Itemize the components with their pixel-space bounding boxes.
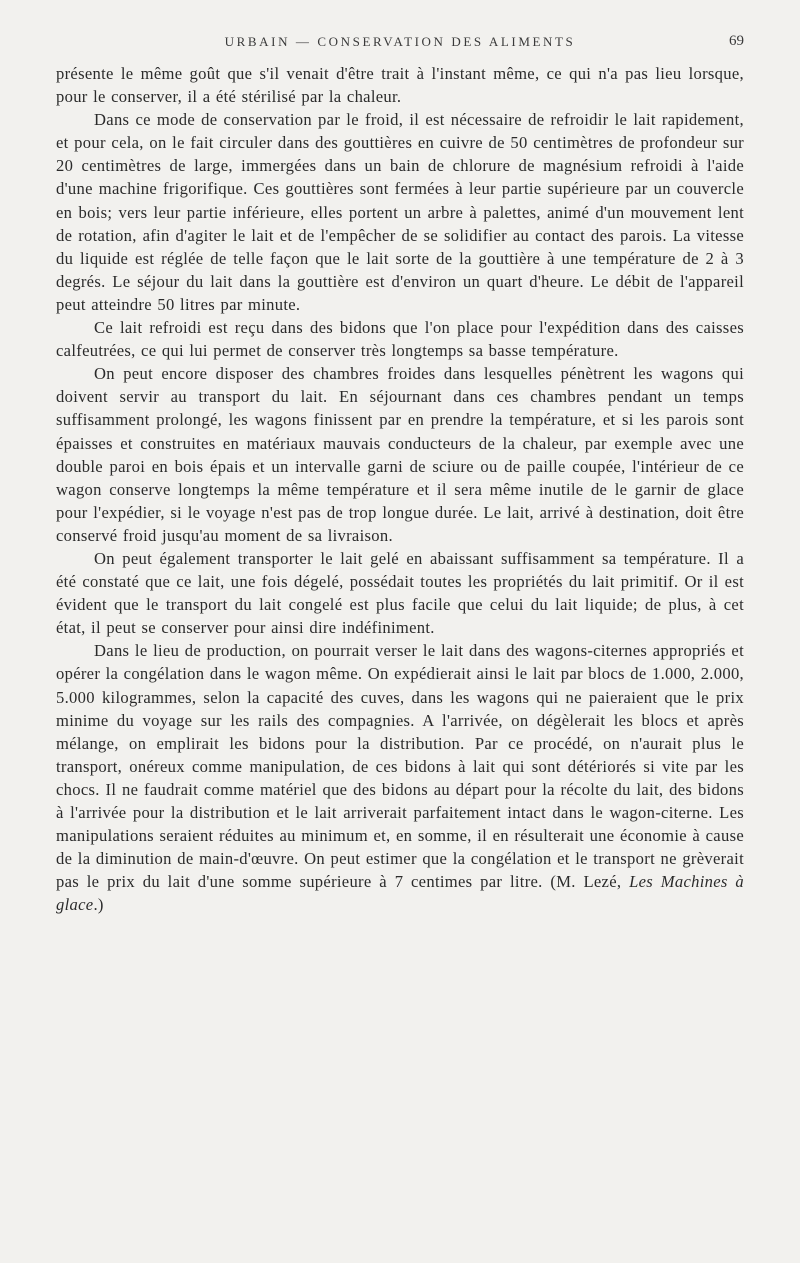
citation-title: Les Machines à glace xyxy=(56,872,745,915)
page-header xyxy=(56,32,744,54)
citation-author: (M. Lezé, xyxy=(550,872,630,892)
paragraph-cooled-milk: Ce lait refroidi est reçu dans des bidons que l'on place pour l'expédition dans des caisses calfeutrées, ce qui lui permet de conserver très longtemps sa basse température. xyxy=(56,318,744,361)
paragraph-continuation: présente le même goût que s'il venait d'être trait à l'instant même, ce qui n'a pas lieu lorsque, pour le conserver, il a été stérilisé par la chaleur. xyxy=(56,64,744,107)
paragraph-frozen-milk: On peut également transporter le lait gelé en abaissant suffisamment sa température. Il a été constaté que ce lait, une fois dégelé, possédait toutes les propriétés du lait primitif. Or il est évident que le transport du lait congelé est plus facile que celui du lait liquide; de plus, à cet état, il peut se conserver pour ainsi dire indéfiniment. xyxy=(56,548,744,638)
paragraph-cold-rooms: On peut encore disposer des chambres froides dans lesquelles pénètrent les wagons qui doivent servir au transport du lait. En séjournant dans ces chambres pendant un temps suffisamment prolongé, les wagons finissent par en prendre la température, et si les parois sont épaisses et construites en matériaux mauvais conducteurs de la chaleur, par exemple avec une double paroi en bois épais et un intervalle garni de sciure ou de paille coupée, l'intérieur de ce wagon conserve longtemps la même température et il sera même inutile de le garnir de glace pour l'expédier, si le voyage n'est pas de trop longue durée. Le lait, arrivé à destination, doit être conservé froid jusqu'au moment de sa livraison. xyxy=(56,364,744,545)
paragraph-cooling-method: Dans ce mode de conservation par le froid, il est nécessaire de refroidir le lait rapidement, et pour cela, on le fait circuler dans des gouttières en cuivre de 50 centimètres de profondeur sur 20 centimètres de large, immergées dans un bain de chlorure de magnésium refroidi à l'aide d'une machine frigorifique. Ces gouttières sont fermées à leur partie supérieure par un couvercle en bois; vers leur partie inférieure, elles portent un arbre à palettes, animé d'un mouvement lent de rotation, afin d'agiter le lait et de l'empêcher de se solidifier au contact des parois. La vitesse du liquide est réglée de telle façon que le lait sorte de la gouttière à une température de 2 à 3 degrés. Le séjour du lait dans la gouttière est d'environ un quart d'heure. Le débit de l'appareil peut atteindre 50 litres par minute. xyxy=(56,110,744,314)
paragraph-tank-wagons-text: Dans le lieu de production, on pourrait verser le lait dans des wagons-citernes appropriés et opérer la congélation dans le wagon même. On expédierait ainsi le lait par blocs de 1.000, 2.000, 5.000 kilogrammes, selon la capacité des cuves, dans les wagons qui ne paieraient que le prix minime du voyage sur les rails des compagnies. A l'arrivée, on dégèlerait les blocs et après mélange, on emplirait les bidons pour la distribution. Par ce procédé, on n'aurait plus le transport, onéreux comme manipulation, de ces bidons à lait qui sont détériorés si vite par les chocs. Il ne faudrait comme matériel que des bidons au départ pour la récolte du lait, des bidons à l'arrivée pour la distribution et le lait arriverait parfaitement intact dans le wagon-citerne. Les manipulations seraient réduites au minimum et, en somme, il en résulterait une économie à cause de la diminution de main-d'œuvre. On peut estimer que la congélation et le transport ne grèverait pas le prix du lait d'une somme supérieure à 7 centimes par litre. xyxy=(56,641,744,892)
paragraph-tank-wagons xyxy=(56,639,744,916)
running-head: URBAIN — CONSERVATION DES ALIMENTS xyxy=(224,34,576,49)
citation-end: .) xyxy=(93,895,104,915)
body-text xyxy=(56,62,744,916)
page-number: 69 xyxy=(729,33,744,49)
